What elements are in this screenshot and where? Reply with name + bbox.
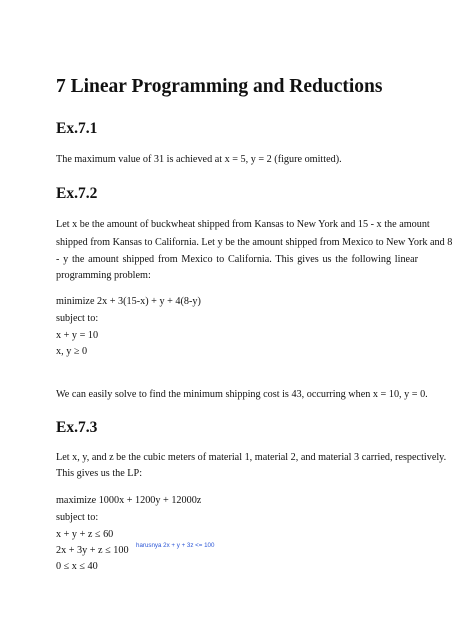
ex-7-3-paragraph-line-1: Let x, y, and z be the cubic meters of material 1, material 2, and material 3 carried, respectively. <box>56 452 447 463</box>
ex-7-2-constraint-1: x + y = 10 <box>56 330 99 341</box>
ex-7-3-paragraph-line-2: This gives us the LP: <box>56 468 143 479</box>
ex-7-2-conclusion: We can easily solve to find the minimum shipping cost is 43, occurring when x = 10, y = 0. <box>56 389 428 400</box>
ex-7-2-objective: minimize 2x + 3(15-x) + y + 4(8-y) <box>56 296 201 307</box>
ex-7-3-objective: maximize 1000x + 1200y + 12000z <box>56 495 202 506</box>
heading-ex-7-1: Ex.7.1 <box>56 120 98 137</box>
ex-7-3-subject-to: subject to: <box>56 512 99 523</box>
ex-7-2-paragraph-line-1: Let x be the amount of buckwheat shipped from Kansas to New York and 15 - x the amount <box>56 219 430 230</box>
ex-7-2-constraint-2: x, y ≥ 0 <box>56 346 88 357</box>
ex-7-3-constraint-2: 2x + 3y + z ≤ 100 <box>56 545 129 556</box>
ex-7-3-constraint-1: x + y + z ≤ 60 <box>56 529 114 540</box>
handwritten-annotation: harusnya 2x + y + 3z <= 100 <box>136 542 215 549</box>
ex-7-1-text: The maximum value of 31 is achieved at x = 5, y = 2 (figure omitted). <box>56 154 342 165</box>
ex-7-2-subject-to: subject to: <box>56 313 99 324</box>
page-title: 7 Linear Programming and Reductions <box>56 76 383 97</box>
heading-ex-7-2: Ex.7.2 <box>56 185 98 202</box>
heading-ex-7-3: Ex.7.3 <box>56 419 98 436</box>
ex-7-2-paragraph-line-4: programming problem: <box>56 270 151 281</box>
ex-7-2-paragraph-line-3: - y the amount shipped from Mexico to California. This gives us the following linear <box>56 254 418 265</box>
ex-7-2-paragraph-line-2: shipped from Kansas to California. Let y be the amount shipped from Mexico to New York and 8 <box>56 237 453 248</box>
ex-7-3-constraint-3: 0 ≤ x ≤ 40 <box>56 561 98 572</box>
